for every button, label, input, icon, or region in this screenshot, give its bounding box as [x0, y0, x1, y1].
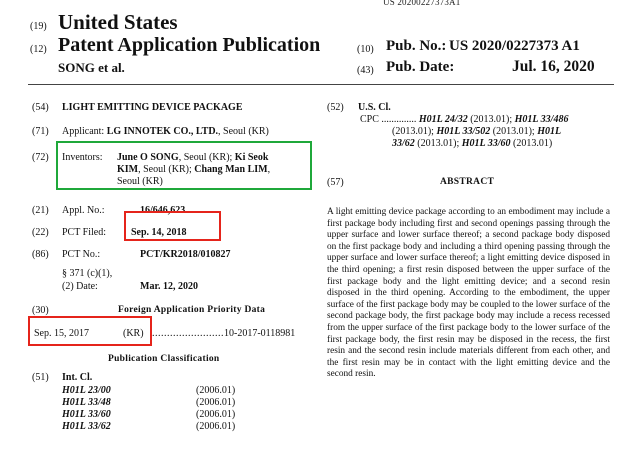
pub-no-label: Pub. No.: [386, 38, 447, 54]
int-class-year: (2006.01) [196, 397, 236, 408]
code-30: (30) [32, 305, 49, 316]
section-371: § 371 (c)(1), [62, 268, 113, 279]
code-71: (71) [32, 126, 49, 137]
pct-filed-value: Sep. 14, 2018 [131, 227, 187, 238]
inventor-3-comma: , [267, 164, 271, 175]
priority-date: Sep. 15, 2017 [34, 328, 89, 339]
pub-no-value: US 2020/0227373 A1 [449, 38, 580, 54]
int-class-year: (2006.01) [196, 385, 236, 396]
pub-date-label: Pub. Date: [386, 59, 455, 75]
pct-filed-label: PCT Filed: [62, 227, 106, 238]
code-43: (43) [357, 65, 374, 76]
pub-date-value: Jul. 16, 2020 [512, 58, 595, 75]
priority-country: (KR) [123, 328, 144, 339]
inventor-short: SONG et al. [58, 60, 125, 75]
inventor-3-location: Seoul (KR) [117, 176, 163, 187]
publication-number-top: US 20200227373A1 [383, 0, 461, 7]
us-cl-label: U.S. Cl. [358, 102, 391, 113]
priority-number: 10-2017-0118981 [224, 328, 296, 339]
code-57: (57) [327, 177, 344, 188]
pub-classification-title: Publication Classification [108, 354, 220, 364]
cpc-year: (2013.01) [510, 138, 553, 149]
int-cl-label: Int. Cl. [62, 372, 93, 383]
appl-no-value: 16/646,623 [140, 205, 186, 216]
cpc-dots: .............. [381, 114, 417, 125]
abstract-title: ABSTRACT [440, 177, 495, 187]
cpc-code: H01L 33/486 [514, 114, 569, 125]
code-19: (19) [30, 21, 47, 32]
invention-title: LIGHT EMITTING DEVICE PACKAGE [62, 102, 243, 113]
inventor-3-name: Chang Man LIM [194, 164, 268, 175]
code-21: (21) [32, 205, 49, 216]
code-72: (72) [32, 152, 49, 163]
cpc-code: 33/62 [392, 138, 415, 149]
int-class-code: H01L 23/00 [62, 385, 111, 396]
code-12: (12) [30, 44, 47, 55]
code-51: (51) [32, 372, 49, 383]
int-class-code: H01L 33/62 [62, 421, 111, 432]
priority-dots: ........................ [152, 328, 224, 339]
cpc-line-1 [360, 114, 568, 125]
cpc-line-2 [392, 126, 561, 137]
document-type-heading: Patent Application Publication [58, 34, 321, 56]
foreign-priority-title: Foreign Application Priority Data [118, 305, 266, 315]
inventor-2-name-b: KIM [117, 164, 139, 175]
code-52: (52) [327, 102, 344, 113]
cpc-code: H01L 33/502 [436, 126, 491, 137]
int-class-code: H01L 33/48 [62, 397, 111, 408]
code-86: (86) [32, 249, 49, 260]
inventor-1-name: June O SONG [117, 152, 179, 163]
header-divider [28, 84, 614, 85]
cpc-label: CPC [360, 114, 379, 125]
appl-no-label: Appl. No.: [62, 205, 105, 216]
cpc-code: H01L 33/60 [461, 138, 511, 149]
inventor-2-location: , Seoul (KR); [138, 164, 195, 175]
cpc-year: (2013.01); [467, 114, 515, 125]
inventors-label: Inventors: [62, 152, 103, 163]
int-class-year: (2006.01) [196, 409, 236, 420]
c2-date-label: (2) Date: [62, 281, 98, 292]
inventors-highlight-box [56, 141, 312, 190]
abstract-text: A light emitting device package according to an embodiment may include a first package body including first and second openings passing through the upper surface and lower surface thereof; a second package body disposed on the first package body and including a third opening passing through the upper surface and lower surface thereof; a light emitting device disposed in the third opening; a first resin disposed between the upper surface of the first package body and the light emitting device; and a second resin disposed in the third opening. According to the embodiment, the upper surface of the first package body may be coupled to the lower surface of the second package body, the first package body may include a recess recessed from the upper surface of the first package body to the lower surface of the first package body, the first resin may be disposed in the recess, the first resin and the second resin include materials different from each other, and the first resin may be in contact with the light emitting device and the second resin. [327, 207, 610, 380]
inventor-2-name-a: Ki Seok [234, 152, 269, 163]
cpc-year: (2013.01); [414, 138, 462, 149]
code-10: (10) [357, 44, 374, 55]
priority-date-highlight-box [28, 316, 152, 346]
int-class-year: (2006.01) [196, 421, 236, 432]
country-heading: United States [58, 10, 178, 34]
cpc-code: H01L [537, 126, 562, 137]
cpc-line-3 [392, 138, 552, 149]
pct-no-label: PCT No.: [62, 249, 101, 260]
applicant-location: , Seoul (KR) [218, 126, 269, 137]
applicant-label: Applicant: [62, 126, 105, 137]
pct-filed-highlight-box [124, 211, 221, 241]
pct-no-value: PCT/KR2018/010827 [140, 249, 231, 260]
code-22: (22) [32, 227, 49, 238]
cpc-year: (2013.01); [490, 126, 538, 137]
int-class-code: H01L 33/60 [62, 409, 111, 420]
cpc-code: H01L 24/32 [418, 114, 468, 125]
applicant-name: LG INNOTEK CO., LTD. [106, 126, 219, 137]
cpc-year: (2013.01); [392, 126, 437, 137]
inventor-1-location: , Seoul (KR); [178, 152, 235, 163]
code-54: (54) [32, 102, 49, 113]
applicant-field [62, 126, 269, 137]
c2-date-value: Mar. 12, 2020 [140, 281, 198, 292]
